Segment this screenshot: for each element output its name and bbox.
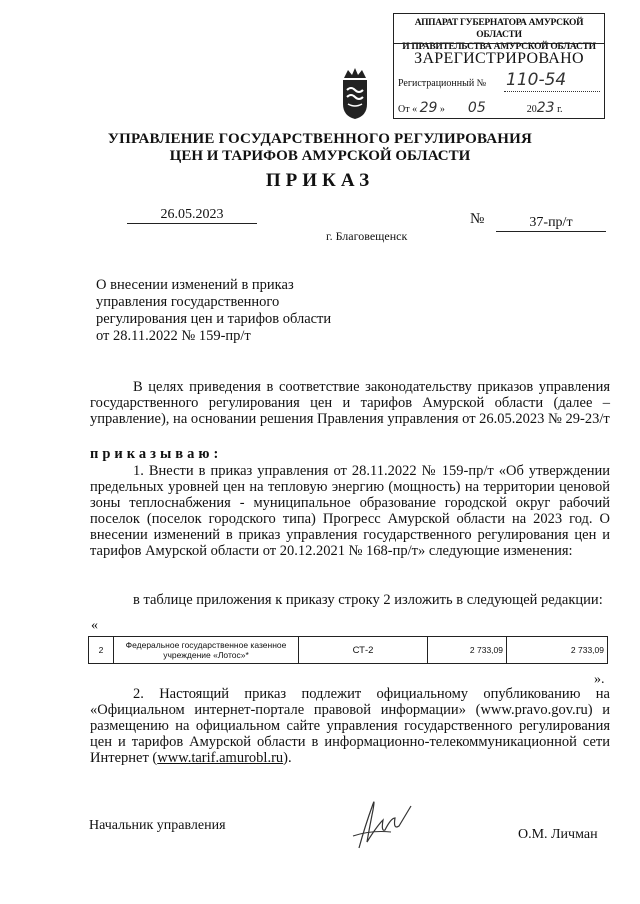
city: г. Благовещенск <box>326 229 408 243</box>
tariff-table <box>88 636 608 664</box>
stamp-year-unit: г. <box>557 104 563 115</box>
signer-position: Начальник управления <box>89 818 226 833</box>
stamp-org-line1: АППАРАТ ГУБЕРНАТОРА АМУРСКОЙ ОБЛАСТИ <box>414 18 584 40</box>
document-title: ПРИКАЗ <box>265 170 375 191</box>
stamp-year-prefix: 20 <box>526 104 537 115</box>
stamp-date-day: 29 <box>419 100 438 116</box>
table-cell-row-number: 2 <box>89 637 114 664</box>
stamp-date-mid: » <box>439 104 445 115</box>
stamp-reg-label: Регистрационный № <box>398 78 487 89</box>
table-row <box>89 637 608 664</box>
table-cell-code: СТ-2 <box>299 637 428 664</box>
stamp-reg-underline <box>504 91 600 92</box>
item-2-paragraph <box>90 686 610 766</box>
stamp-date <box>398 100 602 116</box>
item-1-paragraph: 1. Внести в приказ управления от 28.11.2022 № 159-пр/т «Об утверждении предельных уровней цен на тепловую энергию (мощность) на территории ценовой зоны теплоснабжения - муниципальное образование городской округ рабочий поселок (поселок городского типа) Прогресс Амурской области на 2023 год. О внесении изменений в приказ управления государственного регулирования цен и тарифов Амурской области от 20.12.2021 № 168-пр/т» следующие изменения: <box>90 463 610 559</box>
stamp-date-from: От « <box>398 104 418 115</box>
document-subject: О внесении изменений в приказ управления государственного регулирования цен и тарифов области от 28.11.2022 № 159-пр/т <box>96 277 332 344</box>
item-2-end: ). <box>283 750 292 766</box>
preamble-paragraph: В целях приведения в соответствие законодательству приказов управления государственного регулирования цен и тарифов Амурской области (далее – управление), на основании решения Правления управления от 26.05.2023 № 29-23/т <box>90 379 610 427</box>
signer-name: О.М. Личман <box>518 827 598 842</box>
table-cell-value-2: 2 733,09 <box>507 637 608 664</box>
quote-close: ». <box>594 672 605 687</box>
stamp-organization <box>394 17 604 53</box>
registration-stamp <box>393 13 605 119</box>
table-cell-organization: Федеральное государственное казенное учреждение «Лотос»* <box>114 637 299 664</box>
number-sign: № <box>470 211 485 227</box>
stamp-org-line2: И ПРАВИТЕЛЬСТВА АМУРСКОЙ ОБЛАСТИ <box>402 42 596 52</box>
tariff-website-link[interactable]: www.tarif.amurobl.ru <box>157 750 284 766</box>
stamp-date-month: 05 <box>467 100 486 116</box>
decree-word: приказываю: <box>90 446 223 462</box>
stamp-reg-number: 110-54 <box>506 70 567 90</box>
org-name-line2: ЦЕН И ТАРИФОВ АМУРСКОЙ ОБЛАСТИ <box>169 148 471 164</box>
item-1-subparagraph: в таблице приложения к приказу строку 2 изложить в следующей редакции: <box>133 592 603 608</box>
stamp-year-suffix: 23 <box>536 100 555 116</box>
document-date: 26.05.2023 <box>127 207 257 224</box>
document-number: 37-пр/т <box>496 215 606 232</box>
quote-open: « <box>91 618 98 633</box>
table-cell-value-1: 2 733,09 <box>428 637 507 664</box>
handwritten-signature <box>351 796 421 852</box>
stamp-divider <box>394 43 604 44</box>
item-2-text: 2. Настоящий приказ подлежит официальному опубликованию на «Официальном интернет-портале правовой информации» (www.pravo.gov.ru) и размещению на официальном сайте управления государственного регулирования цен и тарифов Амурской области в информационно-телекоммуникационной сети Интернет ( <box>90 686 610 766</box>
coat-of-arms-icon <box>340 66 370 120</box>
stamp-title: ЗАРЕГИСТРИРОВАНО <box>414 50 584 67</box>
org-name-line1: УПРАВЛЕНИЕ ГОСУДАРСТВЕННОГО РЕГУЛИРОВАНИЯ <box>107 131 533 147</box>
